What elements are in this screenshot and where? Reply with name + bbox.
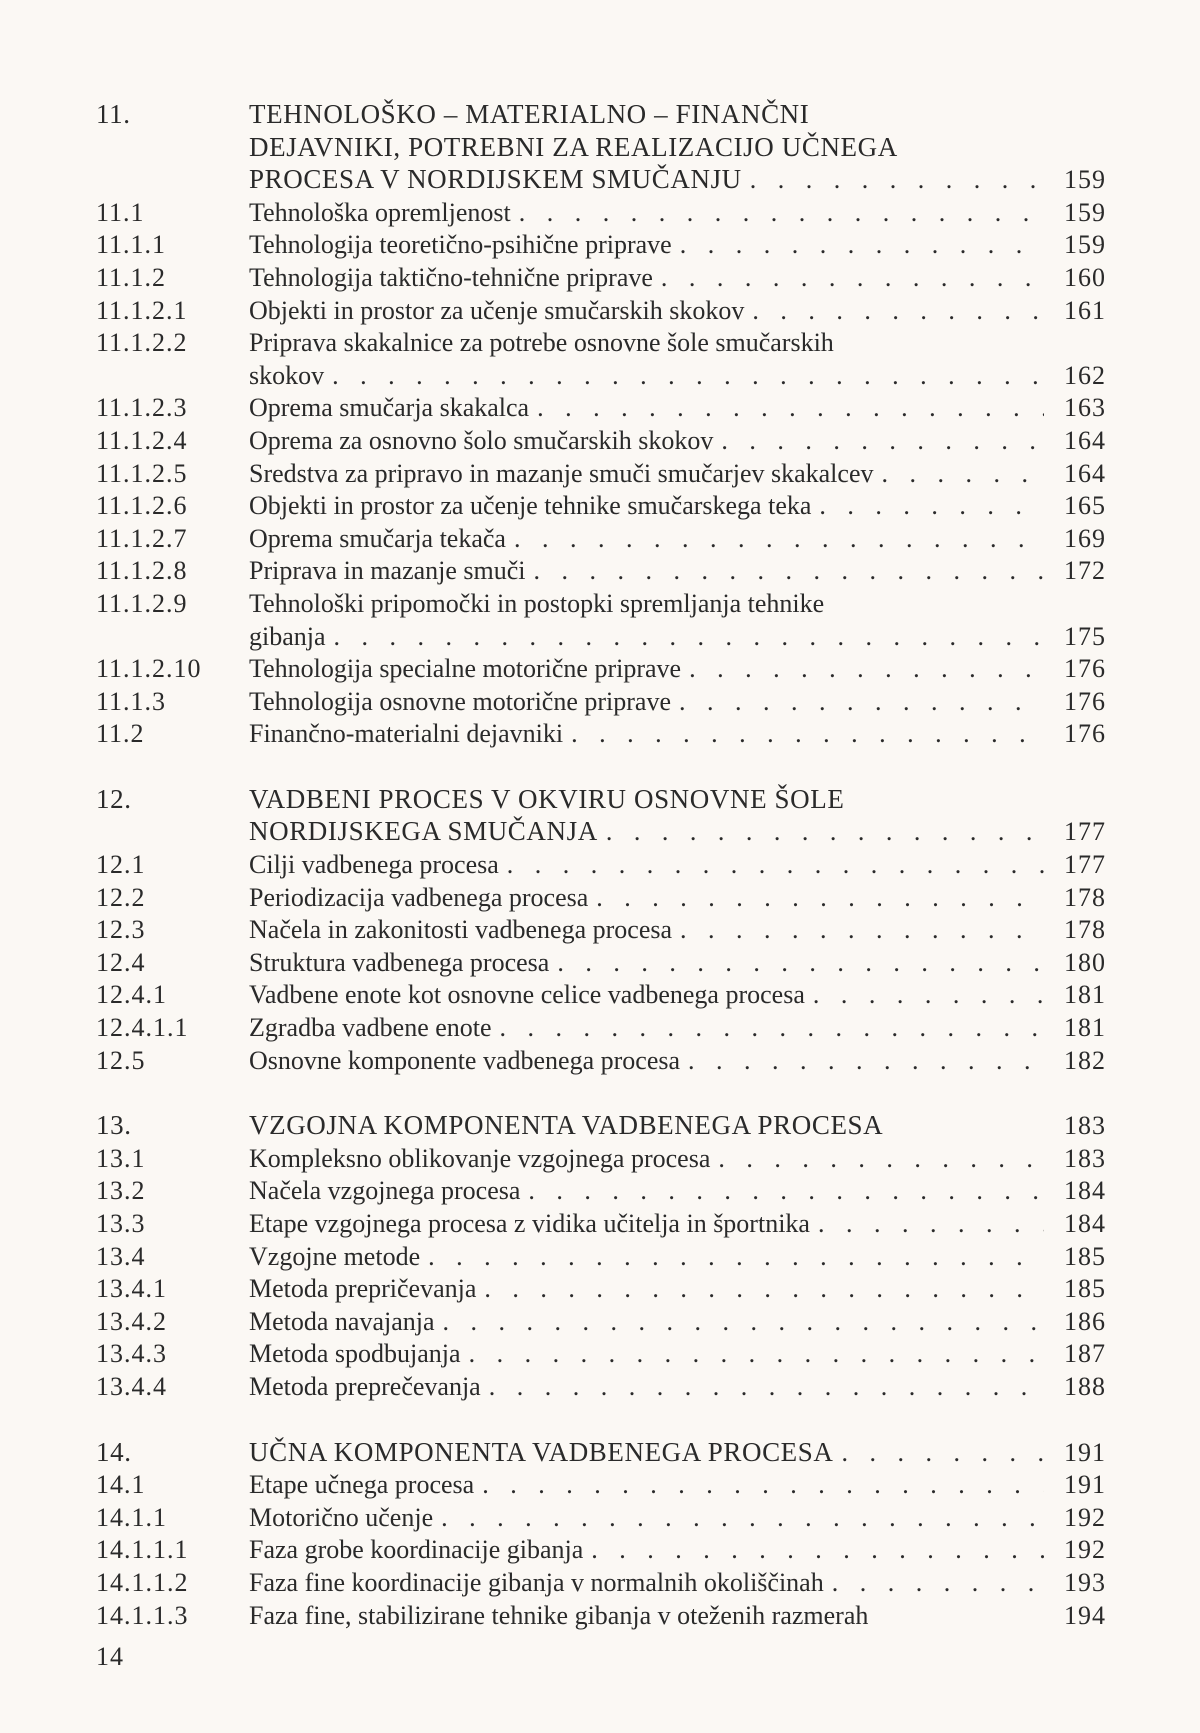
toc-entry-number: 11.1.2.2	[96, 328, 188, 358]
toc-page-number: 163	[1064, 393, 1106, 423]
toc-entry-line	[249, 914, 1106, 947]
toc-entry-line	[249, 653, 1106, 686]
toc-entry-number: 11.	[96, 99, 131, 129]
toc-entry	[96, 686, 1106, 719]
toc-entry-number: 11.1.3	[96, 686, 167, 716]
toc-entry-title: Etape vzgojnega procesa z vidika učitelja in športnika	[249, 1209, 810, 1238]
toc-entry-number: 11.1.2	[96, 262, 167, 292]
toc-entry-title: PROCESA V NORDIJSKEM SMUČANJU	[249, 164, 742, 195]
toc-entry-title: Sredstva za pripravo in mazanje smuči smučarjev skakalcev	[249, 458, 874, 488]
toc-entry-number: 12.3	[96, 915, 146, 945]
toc-entry-title: Metoda prepričevanja	[249, 1274, 477, 1304]
toc-entry-number: 12.4	[96, 947, 146, 977]
toc-entry-title: Tehnologija specialne motorične priprave	[249, 654, 682, 684]
toc-page-number: 176	[1064, 654, 1106, 684]
toc-entry-body	[249, 1273, 1106, 1306]
toc-entry	[96, 555, 1106, 588]
dot-leader	[482, 1469, 1044, 1502]
toc-entry-body	[249, 882, 1106, 915]
toc-entry-title: Metoda navajanja	[249, 1306, 435, 1336]
toc-entry-number: 11.1.2.7	[96, 523, 188, 553]
toc-page-number: 183	[1064, 1111, 1106, 1141]
dot-leader	[469, 1338, 1044, 1371]
dot-leader	[428, 1241, 1044, 1274]
toc-entry-title: Oprema smučarja tekača	[249, 523, 506, 553]
toc-entry-body	[249, 1012, 1106, 1045]
toc-page-number: 164	[1064, 425, 1106, 455]
toc-entry-title: Tehnologija osnovne motorične priprave	[249, 686, 672, 716]
toc-entry-number: 12.1	[96, 850, 146, 880]
toc-entry	[96, 1143, 1106, 1176]
toc-entry-line	[249, 392, 1106, 425]
toc-entry-number: 12.5	[96, 1045, 146, 1075]
toc-entry-title: Etape učnega procesa	[249, 1470, 475, 1500]
toc-entry-line	[249, 131, 1106, 164]
dot-leader	[750, 164, 1044, 197]
toc-entry-title: NORDIJSKEGA SMUČANJA	[249, 816, 598, 847]
toc-entry-title: Oprema za osnovno šolo smučarskih skokov	[249, 425, 714, 455]
toc-entry-number: 11.1.2.10	[96, 654, 202, 684]
toc-entry-line	[249, 1436, 1106, 1470]
toc-page-number: 181	[1064, 1013, 1106, 1043]
toc-page-number: 184	[1064, 1176, 1106, 1206]
toc-entry-line	[249, 947, 1106, 980]
toc-entry-number: 11.1.2.5	[96, 458, 188, 488]
toc-entry-body	[249, 458, 1106, 491]
toc-entry-number: 11.1.2.1	[96, 295, 188, 325]
toc-entry-body	[249, 229, 1106, 262]
toc-entry-number: 11.1.2.3	[96, 393, 188, 423]
toc-entry-line	[249, 197, 1106, 230]
toc-entry	[96, 1208, 1106, 1241]
dot-leader	[680, 229, 1044, 262]
toc-entry-title: Objekti in prostor za učenje smučarskih skokov	[249, 295, 745, 325]
toc-entry-body	[249, 327, 1106, 392]
dot-leader	[514, 523, 1044, 556]
toc-entry	[96, 229, 1106, 262]
toc-page-number: 176	[1064, 719, 1106, 749]
toc-page-number: 192	[1064, 1535, 1106, 1565]
toc-entry-title: VADBENI PROCES V OKVIRU OSNOVNE ŠOLE	[249, 783, 845, 814]
dot-leader	[818, 1208, 1044, 1241]
toc-entry-line	[249, 1273, 1106, 1306]
dot-leader	[688, 1045, 1044, 1078]
dot-leader	[718, 1143, 1044, 1176]
dot-leader	[332, 360, 1044, 393]
toc-entry	[96, 653, 1106, 686]
toc-entry-number: 14.1.1.2	[96, 1567, 189, 1597]
toc-entry	[96, 1534, 1106, 1567]
toc-page-number: 185	[1064, 1241, 1106, 1271]
toc-entry-title: Priprava in mazanje smuči	[249, 556, 526, 586]
toc-entry-line	[249, 98, 1106, 131]
toc-entry-line	[249, 163, 1106, 197]
dot-leader	[591, 1534, 1044, 1567]
toc-entry-title: Tehnološki pripomočki in postopki spremljanja tehnike	[249, 588, 825, 618]
dot-leader	[489, 1371, 1044, 1404]
toc-entry-body	[249, 1371, 1106, 1404]
toc-entry-title: VZGOJNA KOMPONENTA VADBENEGA PROCESA	[249, 1110, 884, 1141]
toc-entry-number: 13.4.3	[96, 1339, 167, 1369]
toc-entry-line	[249, 295, 1106, 328]
toc-entry-title: Načela vzgojnega procesa	[249, 1176, 521, 1206]
toc-entry	[96, 1469, 1106, 1502]
toc-entry-title: Objekti in prostor za učenje tehnike smučarskega teka	[249, 491, 812, 521]
toc-entry-body	[249, 1143, 1106, 1176]
toc-entry-line	[249, 718, 1106, 751]
toc-entry-line	[249, 229, 1106, 262]
toc-entry	[96, 425, 1106, 458]
toc-entry-number: 13.4	[96, 1241, 146, 1271]
toc-entry-body	[249, 849, 1106, 882]
toc-page-number: 178	[1064, 915, 1106, 945]
dot-leader	[557, 947, 1044, 980]
toc-entry-title: gibanja	[249, 621, 326, 651]
dot-leader	[606, 816, 1044, 849]
toc-entry-number: 11.1	[96, 197, 145, 227]
toc-page-number: 172	[1064, 556, 1106, 586]
toc-page-number: 191	[1064, 1470, 1106, 1500]
toc-entry-body	[249, 1241, 1106, 1274]
toc-chapter-entry	[96, 98, 1106, 197]
toc-entry	[96, 882, 1106, 915]
toc-entry	[96, 1338, 1106, 1371]
toc-entry-title: Cilji vadbenega procesa	[249, 850, 499, 880]
toc-entry-body	[249, 555, 1106, 588]
toc-entry-line	[249, 815, 1106, 849]
dot-leader	[528, 1175, 1044, 1208]
dot-leader	[507, 849, 1044, 882]
toc-entry-line	[249, 979, 1106, 1012]
toc-page-number: 165	[1064, 491, 1106, 521]
toc-entry-title: Osnovne komponente vadbenega procesa	[249, 1045, 681, 1075]
dot-leader	[813, 979, 1044, 1012]
toc-entry-line	[249, 262, 1106, 295]
toc-entry-body	[249, 490, 1106, 523]
toc-entry-title: Struktura vadbenega procesa	[249, 947, 550, 977]
toc-entry-number: 11.1.1	[96, 230, 167, 260]
toc-page-number: 160	[1064, 262, 1106, 292]
toc-entry-number: 13.4.1	[96, 1274, 167, 1304]
toc-entry	[96, 1241, 1106, 1274]
toc-entry-line	[249, 555, 1106, 588]
toc-entry-title: Kompleksno oblikovanje vzgojnega procesa	[249, 1143, 711, 1173]
toc-entry-body	[249, 1208, 1106, 1241]
toc-page-number: 177	[1064, 817, 1106, 847]
toc-entry-body	[249, 1045, 1106, 1078]
toc-entry-line	[249, 1045, 1106, 1078]
toc-page-number: 175	[1064, 621, 1106, 651]
toc-entry-line	[249, 523, 1106, 556]
toc-entry	[96, 1567, 1106, 1600]
toc-page-number: 169	[1064, 523, 1106, 553]
toc-entry-title: Tehnologija teoretično-psihične priprave	[249, 230, 672, 260]
toc-page-number: 185	[1064, 1274, 1106, 1304]
dot-leader	[661, 262, 1044, 295]
toc-entry	[96, 849, 1106, 882]
toc-entry-line	[249, 1502, 1106, 1535]
toc-entry	[96, 588, 1106, 653]
toc-entry-line	[249, 360, 1106, 393]
toc-entry-number: 13.4.4	[96, 1371, 167, 1401]
toc-page-number: 159	[1064, 165, 1106, 195]
toc-entry-number: 12.4.1	[96, 980, 167, 1010]
toc-entry-number: 13.2	[96, 1176, 146, 1206]
dot-leader	[752, 295, 1044, 328]
toc-entry-title: Priprava skakalnice za potrebe osnovne šole smučarskih	[249, 328, 834, 358]
dot-leader	[680, 914, 1044, 947]
toc-entry-body	[249, 262, 1106, 295]
toc-entry-line	[249, 1109, 1106, 1143]
toc-page-number: 159	[1064, 230, 1106, 260]
dot-leader	[721, 425, 1044, 458]
toc-entry-body	[249, 98, 1106, 197]
toc-entry-body	[249, 1109, 1106, 1143]
toc-entry-body	[249, 1600, 1106, 1633]
toc-chapter-entry	[96, 783, 1106, 849]
toc-entry-line	[249, 1208, 1106, 1241]
toc-entry-title: Metoda spodbujanja	[249, 1339, 461, 1369]
toc-entry-number: 13.	[96, 1110, 132, 1141]
dot-leader	[519, 197, 1044, 230]
toc-entry-number: 12.	[96, 783, 132, 814]
toc-entry-body	[249, 1469, 1106, 1502]
toc-entry-number: 14.1.1.1	[96, 1535, 189, 1565]
toc-entry-line	[249, 849, 1106, 882]
toc-page-number: 184	[1064, 1209, 1106, 1238]
toc-entry-number: 14.1	[96, 1470, 146, 1500]
toc-entry-line	[249, 1241, 1106, 1274]
toc-page-number: 188	[1064, 1371, 1106, 1401]
toc-entry-title: DEJAVNIKI, POTREBNI ZA REALIZACIJO UČNEGA	[249, 131, 898, 162]
toc-entry-line	[249, 1469, 1106, 1502]
toc-entry-line	[249, 1567, 1106, 1600]
toc-entry-body	[249, 1338, 1106, 1371]
toc-entry	[96, 1012, 1106, 1045]
toc-entry	[96, 979, 1106, 1012]
toc-entry-number: 13.4.2	[96, 1306, 167, 1336]
toc-entry-body	[249, 392, 1106, 425]
toc-entry-body	[249, 686, 1106, 719]
dot-leader	[500, 1012, 1044, 1045]
toc-entry-title: Vzgojne metode	[249, 1241, 421, 1271]
toc-entry-line	[249, 1175, 1106, 1208]
toc-entry-title: Tehnologija taktično-tehnične priprave	[249, 262, 653, 292]
dot-leader	[679, 686, 1044, 719]
toc-page-number: 176	[1064, 686, 1106, 716]
dot-leader	[484, 1273, 1044, 1306]
toc-entry-line	[249, 1371, 1106, 1404]
toc-page-number: 194	[1064, 1600, 1106, 1630]
toc-entry-title: Zgradba vadbene enote	[249, 1013, 492, 1043]
toc-entry-body	[249, 588, 1106, 653]
toc-entry-title: Faza fine, stabilizirane tehnike gibanja v oteženih razmerah	[249, 1600, 869, 1630]
toc-entry	[96, 1175, 1106, 1208]
toc-entry-title: TEHNOLOŠKO – MATERIALNO – FINANČNI	[249, 99, 810, 129]
toc-entry	[96, 490, 1106, 523]
toc-page-number: 178	[1064, 882, 1106, 912]
toc-entry-title: skokov	[249, 360, 325, 390]
toc-entry	[96, 1273, 1106, 1306]
toc-entry-line	[249, 1338, 1106, 1371]
toc-page-number: 193	[1064, 1567, 1106, 1597]
toc-chapter-entry	[96, 1436, 1106, 1470]
toc-entry-number: 14.1.1.3	[96, 1600, 189, 1630]
toc-page-number: 161	[1064, 295, 1106, 325]
toc-entry-body	[249, 295, 1106, 328]
toc-entry	[96, 1502, 1106, 1535]
toc-entry-body	[249, 197, 1106, 230]
toc-entry	[96, 523, 1106, 556]
toc-entry-line	[249, 490, 1106, 523]
dot-leader	[571, 718, 1044, 751]
toc-entry-line	[249, 1600, 1106, 1633]
toc-entry-title: Oprema smučarja skakalca	[249, 393, 530, 423]
toc-entry-body	[249, 1502, 1106, 1535]
toc-entry	[96, 197, 1106, 230]
toc-page-number: 159	[1064, 197, 1106, 227]
toc-entry	[96, 718, 1106, 751]
toc-entry-body	[249, 523, 1106, 556]
toc-entry-number: 12.2	[96, 882, 146, 912]
toc-entry-body	[249, 783, 1106, 849]
toc-entry	[96, 458, 1106, 491]
toc-entry-line	[249, 686, 1106, 719]
toc-entry-body	[249, 1175, 1106, 1208]
toc-page-number: 187	[1064, 1339, 1106, 1369]
toc-entry-title: UČNA KOMPONENTA VADBENEGA PROCESA	[249, 1436, 834, 1467]
toc-entry-body	[249, 979, 1106, 1012]
toc-entry-title: Faza fine koordinacije gibanja v normalnih okoliščinah	[249, 1567, 824, 1597]
dot-leader	[441, 1502, 1044, 1535]
toc-entry	[96, 295, 1106, 328]
toc-page-number: 164	[1064, 458, 1106, 488]
dot-leader	[819, 490, 1044, 523]
dot-leader	[537, 392, 1044, 425]
toc-entry-title: Načela in zakonitosti vadbenega procesa	[249, 915, 673, 945]
toc-entry-title: Metoda preprečevanja	[249, 1371, 481, 1401]
toc-entry-body	[249, 653, 1106, 686]
toc-entry-number: 11.2	[96, 719, 145, 749]
dot-leader	[832, 1567, 1044, 1600]
toc-entry-body	[249, 914, 1106, 947]
toc-entry-title: Periodizacija vadbenega procesa	[249, 882, 589, 912]
toc-entry-body	[249, 425, 1106, 458]
toc-entry-number: 12.4.1.1	[96, 1013, 189, 1043]
toc-entry	[96, 947, 1106, 980]
toc-entry-body	[249, 1306, 1106, 1339]
toc-entry	[96, 1306, 1106, 1339]
toc-entry-line	[249, 327, 1106, 360]
toc-entry-body	[249, 947, 1106, 980]
toc-entry-title: Faza grobe koordinacije gibanja	[249, 1535, 584, 1565]
toc-chapter-entry	[96, 1109, 1106, 1143]
toc-page-number: 181	[1064, 980, 1106, 1010]
toc-entry	[96, 392, 1106, 425]
toc-entry-number: 11.1.2.6	[96, 491, 188, 521]
toc-entry-title: Motorično učenje	[249, 1502, 434, 1532]
toc-entry-number: 13.1	[96, 1143, 146, 1173]
toc-entry-number: 14.1.1	[96, 1502, 167, 1532]
toc-page-number: 182	[1064, 1045, 1106, 1075]
toc-page-number: 162	[1064, 360, 1106, 390]
toc-entry-body	[249, 718, 1106, 751]
toc-entry-line	[249, 1143, 1106, 1176]
toc-entry-body	[249, 1534, 1106, 1567]
toc-entry-body	[249, 1567, 1106, 1600]
toc-entry-title: Tehnološka opremljenost	[249, 197, 511, 227]
toc-entry	[96, 914, 1106, 947]
toc-page-number: 192	[1064, 1502, 1106, 1532]
toc-entry-line	[249, 621, 1106, 654]
toc-entry-number: 14.	[96, 1436, 132, 1467]
table-of-contents	[96, 98, 1106, 1632]
dot-leader	[443, 1306, 1044, 1339]
dot-leader	[534, 555, 1044, 588]
toc-entry-line	[249, 783, 1106, 816]
toc-page-number: 177	[1064, 850, 1106, 880]
toc-entry	[96, 1371, 1106, 1404]
toc-entry-title: Vadbene enote kot osnovne celice vadbenega procesa	[249, 980, 805, 1010]
toc-page-number: 183	[1064, 1143, 1106, 1173]
toc-entry	[96, 1045, 1106, 1078]
toc-entry	[96, 1600, 1106, 1633]
toc-entry-line	[249, 458, 1106, 491]
toc-entry-number: 13.3	[96, 1209, 146, 1238]
toc-entry-line	[249, 425, 1106, 458]
dot-leader	[596, 882, 1044, 915]
dot-leader	[841, 1437, 1044, 1470]
toc-page-number: 180	[1064, 947, 1106, 977]
toc-page-number: 191	[1064, 1437, 1106, 1467]
toc-entry-line	[249, 882, 1106, 915]
toc-entry-number: 11.1.2.9	[96, 588, 188, 618]
page-number: 14	[96, 1642, 124, 1671]
toc-entry	[96, 327, 1106, 392]
toc-entry-line	[249, 588, 1106, 621]
toc-entry-line	[249, 1306, 1106, 1339]
toc-entry-line	[249, 1534, 1106, 1567]
toc-entry-number: 11.1.2.4	[96, 425, 188, 455]
toc-page-number: 186	[1064, 1306, 1106, 1336]
toc-entry-number: 11.1.2.8	[96, 556, 188, 586]
dot-leader	[689, 653, 1044, 686]
toc-entry-body	[249, 1436, 1106, 1470]
toc-entry-line	[249, 1012, 1106, 1045]
toc-entry-title: Finančno-materialni dejavniki	[249, 719, 564, 749]
dot-leader	[334, 621, 1044, 654]
toc-entry	[96, 262, 1106, 295]
dot-leader	[881, 458, 1044, 491]
